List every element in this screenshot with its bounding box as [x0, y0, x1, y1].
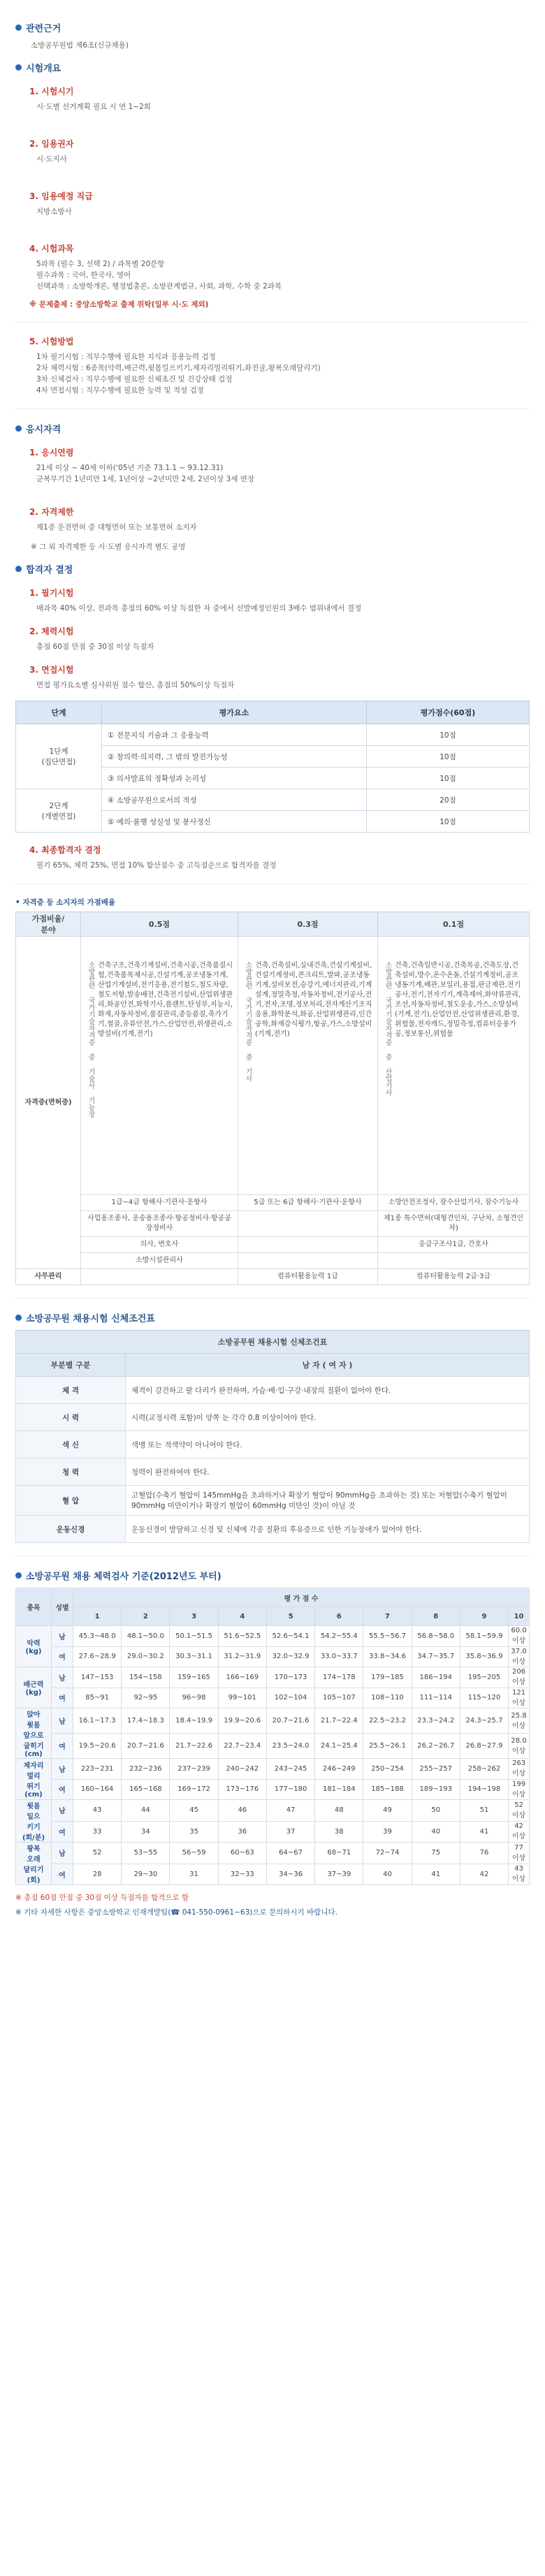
item-line: 2차 체력시험 : 6종목(악력,배근력,윗몸일으키기,제자리멀리뛰기,좌전굴,왕복오래달리기) [36, 364, 321, 372]
score-cell: 154~158 [122, 1667, 170, 1688]
score-cell: 46 [218, 1800, 266, 1822]
section-title-text: 합격자 결정 [26, 565, 73, 576]
item-lines [36, 522, 530, 533]
cert-cell [238, 1237, 377, 1253]
score-cell: 34 [122, 1821, 170, 1843]
score-cell: 179~185 [363, 1667, 412, 1688]
overview-item [15, 242, 530, 309]
cert-cell [238, 937, 377, 1195]
score-cell: 44 [122, 1800, 170, 1822]
score-cell: 23.5~24.0 [266, 1734, 314, 1759]
score-cell: 34.7~35.7 [412, 1646, 460, 1667]
score-cell: 24.3~25.7 [460, 1708, 508, 1734]
stage-cell: 2단계 (개별면접) [16, 789, 102, 833]
section-title-text: 관련근거 [26, 24, 61, 34]
score-cell: 50 [412, 1800, 460, 1822]
score-cell: 40 [412, 1821, 460, 1843]
score-cell: 40 [363, 1864, 412, 1885]
score-cell: 17.4~18.3 [122, 1708, 170, 1734]
item-title: 5. 시험방법 [29, 337, 74, 346]
contact-note: ※ 기타 자세한 사항은 중앙소방학교 인재개발팀(☎ 041-550-0961~63)으로 문의하시기 바랍니다. [15, 1908, 337, 1917]
item-text: 시·도별 선거계획 필요 시 연 1~2회 [36, 103, 151, 111]
score-cell: 255~257 [412, 1759, 460, 1780]
score-cell: 32.0~32.9 [266, 1646, 314, 1667]
score-cell: 24.1~25.4 [315, 1734, 363, 1759]
score-cell: 49 [363, 1800, 412, 1822]
bullet-icon [15, 1572, 22, 1579]
qual-note: ※ 그 외 자격제한 등 시·도별 응시자격 별도 공영 [31, 543, 186, 551]
qual-item [15, 446, 530, 485]
score-cell: 33 [73, 1821, 122, 1843]
item-title: 2. 체력시험 [29, 627, 74, 636]
score-cell: 43 [73, 1800, 122, 1822]
score-cell: 51.6~52.5 [218, 1626, 266, 1647]
item-title: 1. 필기시험 [29, 588, 74, 598]
table-row [16, 1253, 530, 1269]
table-header: 성별 [52, 1588, 73, 1626]
score-cell: 34~36 [266, 1864, 314, 1885]
cert-cell [238, 1253, 377, 1269]
event-name: 배근력 (kg) [16, 1667, 52, 1708]
score-cell: 19.9~20.6 [218, 1708, 266, 1734]
sex-cell: 남 [52, 1843, 73, 1864]
score-cell: 25.5~26.1 [363, 1734, 412, 1759]
bullet-icon [15, 64, 22, 71]
cert-cell [378, 937, 530, 1195]
item-title: 2. 임용권자 [29, 139, 74, 149]
item-title: 4. 시험과목 [29, 244, 74, 254]
cert-list: 건축,건축일반시공,건축목공,건축도장,건축설비,방수,온수온돌,건설기계정비,공조냉동기계,배관,보일러,용접,판금제관,전기공사,전기,전자기기,계측제어,화약류관리,조선,자동차정비,철도운송,가스,소방설비(기계,전기),산업안전,산업위생관리,환경,위험물,전자캐드,정밀측정,컴퓨터응용가공,정보통신,위험물 [395, 961, 521, 1038]
score-cell: 19.5~20.6 [73, 1734, 122, 1759]
bullet-icon [15, 1315, 22, 1321]
score-header: 9 [460, 1607, 508, 1626]
score-cell: 29.0~30.2 [122, 1646, 170, 1667]
qual-item [15, 506, 530, 533]
section-title-fitness [15, 1569, 530, 1582]
row-label: 사무관리 [16, 1269, 81, 1285]
side-label: 소방관련 국가기술자격증 중 기사 [243, 960, 252, 1082]
score-cell: 181~184 [315, 1779, 363, 1800]
sex-cell: 남 [52, 1708, 73, 1734]
table-header: 평가점수(60점) [367, 701, 530, 724]
final-item [15, 844, 530, 871]
score-cell: 72~74 [363, 1843, 412, 1864]
score-cell: 31.2~31.9 [218, 1646, 266, 1667]
side-label: 소방관련 국가기술자격증 중 기술사 기능장 [87, 960, 94, 1118]
sex-cell: 여 [52, 1734, 73, 1759]
cert-cell: 사업용조종사, 운송용조종사·항공정비사·항공공장정비사 [81, 1211, 238, 1237]
score-cell: 99~101 [218, 1688, 266, 1708]
table-row [16, 1800, 530, 1822]
score-cell: 48 [315, 1800, 363, 1822]
score-cell: 38 [315, 1821, 363, 1843]
table-row: 색 신 색맹 또는 적색약이 아니어야 한다. [16, 1431, 530, 1458]
section-title-text: 응시자격 [26, 425, 61, 435]
table-row [16, 789, 530, 811]
cert-cell [81, 1269, 238, 1285]
score-cell: 115~120 [460, 1688, 508, 1708]
table-row [16, 1626, 530, 1647]
item-line: 1차 필기시험 : 직무수행에 필요한 지식과 응용능력 검정 [36, 353, 216, 361]
score-cell: 36 [218, 1821, 266, 1843]
score-cell: 237~239 [170, 1759, 218, 1780]
score-cell: 21.7~22.4 [315, 1708, 363, 1734]
score-cell: 35.8~36.9 [460, 1646, 508, 1667]
warning-text: ※ 문제출제 : 중앙소방학교 출제 위탁(일부 시·도 제외) [29, 300, 209, 309]
table-row [16, 724, 530, 746]
item-text: 지방소방사 [36, 207, 72, 216]
score-header: 3 [170, 1607, 218, 1626]
cert-cell: 5급 또는 6급 항해사·기관사·운항사 [238, 1195, 377, 1211]
bullet-icon [15, 24, 22, 31]
score-cell: 108~110 [363, 1688, 412, 1708]
score-cell: 169~172 [170, 1779, 218, 1800]
score-cell: 170~173 [266, 1667, 314, 1688]
table-row: 체 격 체격이 강건하고 팔 다리가 완전하며, 가슴·배·입·구강·내장의 질환이 없어야 한다. [16, 1377, 530, 1404]
table-row [16, 1759, 530, 1780]
score-cell: 60.0 이상 [509, 1626, 530, 1647]
score-cell: 53~55 [122, 1843, 170, 1864]
item-lines [36, 258, 530, 292]
score-cell: 21.7~22.6 [170, 1734, 218, 1759]
item-text: 필기 65%, 체력 25%, 면접 10% 합산점수 중 고득점순으로 합격자를 결정 [36, 861, 277, 870]
table-row [16, 1708, 530, 1734]
score-cell: 45 [170, 1800, 218, 1822]
item-line: 선택과목 : 소방학개론, 행정법총론, 소방관계법규, 사회, 과학, 수학 중 2과목 [36, 282, 282, 291]
score-header: 5 [266, 1607, 314, 1626]
eval-item: ① 전문지식 기술과 그 응용능력 [102, 724, 367, 746]
score-cell: 159~165 [170, 1667, 218, 1688]
sex-cell: 여 [52, 1688, 73, 1708]
table-row [16, 1646, 530, 1667]
score-cell: 41 [460, 1821, 508, 1843]
score-cell: 51 [460, 1800, 508, 1822]
table-row: 시 력 시력(교정시력 포함)이 양쪽 눈 각각 0.8 이상이어야 한다. [16, 1404, 530, 1431]
score-cell: 76 [460, 1843, 508, 1864]
cert-cell [81, 937, 238, 1195]
item-text: 시·도지사 [36, 155, 67, 163]
score-cell: 147~153 [73, 1667, 122, 1688]
score-cell: 55.5~56.7 [363, 1626, 412, 1647]
eval-score: 10점 [367, 746, 530, 768]
pass-item [15, 587, 530, 614]
section-title-body [15, 1311, 530, 1324]
table-header: 가점비율/ 분야 [16, 912, 81, 937]
score-cell: 52 [73, 1843, 122, 1864]
score-cell: 28.0 이상 [509, 1734, 530, 1759]
score-cell: 26.2~26.7 [412, 1734, 460, 1759]
item-title: 3. 면접시험 [29, 665, 74, 675]
score-header: 4 [218, 1607, 266, 1626]
score-cell: 26.8~27.9 [460, 1734, 508, 1759]
event-name: 윗몸 일으 키기 (회/분) [16, 1800, 52, 1843]
table-row [16, 1779, 530, 1800]
score-cell: 37.0 이상 [509, 1646, 530, 1667]
score-cell: 45.3~48.0 [73, 1626, 122, 1647]
score-cell: 194~198 [460, 1779, 508, 1800]
score-cell: 64~67 [266, 1843, 314, 1864]
table-row [16, 1734, 530, 1759]
score-cell: 85~91 [73, 1688, 122, 1708]
section-title-overview [15, 61, 530, 74]
sex-cell: 여 [52, 1864, 73, 1885]
item-title: 2. 자격제한 [29, 507, 74, 517]
score-cell: 52.6~54.1 [266, 1626, 314, 1647]
overview-item [15, 190, 530, 217]
score-cell: 30.3~31.1 [170, 1646, 218, 1667]
table-row [16, 1211, 530, 1237]
bullet-icon [15, 425, 22, 432]
score-cell: 75 [412, 1843, 460, 1864]
stage-cell: 1단계 (집단면접) [16, 724, 102, 789]
fitness-note: ※ 총점 60점 만점 중 30점 이상 득점자를 합격으로 함 [15, 1894, 189, 1902]
score-cell: 121 이상 [509, 1688, 530, 1708]
table-header: 0.3점 [238, 912, 377, 937]
table-header: 종목 [16, 1588, 52, 1626]
row-label: 자격증(면허증) [16, 937, 81, 1269]
score-cell: 68~71 [315, 1843, 363, 1864]
cert-cell: 제1종 특수면허(대형견인차, 구난차, 소형견인차) [378, 1211, 530, 1237]
section-title-text: 시험개요 [26, 64, 61, 74]
score-cell: 32~33 [218, 1864, 266, 1885]
item-line: 필수과목 : 국어, 한국사, 영어 [36, 271, 131, 279]
cert-cell: 1급~4급 항해사·기관사·운항사 [81, 1195, 238, 1211]
section-title-pass [15, 562, 530, 576]
table-row: 혈 압 고혈압(수축기 혈압이 145mmHg을 초과하거나 확장기 혈압이 90mmHg을 초과하는 것) 또는 저혈압(수축기 혈압이 90mmHg 미만이거나 확장기 혈압이 60mmHg 미만인 것)이 아닐 것 [16, 1486, 530, 1516]
score-cell: 174~178 [315, 1667, 363, 1688]
score-cell: 43 이상 [509, 1864, 530, 1885]
score-cell: 263 이상 [509, 1759, 530, 1780]
score-cell: 23.3~24.2 [412, 1708, 460, 1734]
score-cell: 33.8~34.6 [363, 1646, 412, 1667]
cert-section-title: • 자격증 등 소지자의 가점배율 [15, 898, 116, 907]
item-lines [36, 462, 530, 485]
score-cell: 243~245 [266, 1759, 314, 1780]
item-lines [36, 351, 530, 396]
cert-cell: 소방안전조정사, 잠수산업기사, 잠수기능사 [378, 1195, 530, 1211]
cert-list: 건축구조,건축기계설비,건축시공,건축품질시험,건축품목재시공,건설기계,공조냉동기계,산업기계설비,전기응용,전기철도,철도차량,철도저항,발송배전,건축전기설비,산업위생관리,화공안전,화학기사,플랜트,탄성부,지능시,화재,자동차정비,품질관리,중등품질,축가기기,철골,유류안전,가스,산업안전,위생관리,소방설비(기계,전기) [98, 961, 233, 1038]
cert-cell: 응급구조사1급, 간호사 [378, 1237, 530, 1253]
score-cell: 92~95 [122, 1688, 170, 1708]
sex-cell: 여 [52, 1821, 73, 1843]
table-row [16, 1237, 530, 1253]
eval-score: 20점 [367, 789, 530, 811]
score-cell: 258~262 [460, 1759, 508, 1780]
item-line: 5과목 (필수 3, 선택 2) / 과목별 20문항 [36, 260, 165, 268]
sex-cell: 남 [52, 1626, 73, 1647]
score-cell: 165~168 [122, 1779, 170, 1800]
sex-cell: 남 [52, 1759, 73, 1780]
score-cell: 111~114 [412, 1688, 460, 1708]
item-text: 총점 60점 만점 중 30점 이상 득점자 [36, 643, 154, 651]
score-cell: 50.1~51.5 [170, 1626, 218, 1647]
table-header: 단계 [16, 701, 102, 724]
item-line: 21세 이상 ~ 40세 이하(‘05년 기준 73.1.1 ~ 93.12.31) [36, 464, 224, 472]
table-row: 청 력 청력이 완전하여야 한다. [16, 1458, 530, 1486]
score-cell: 25.8 이상 [509, 1708, 530, 1734]
score-cell: 16.1~17.3 [73, 1708, 122, 1734]
divider [15, 322, 530, 323]
item-line: 4차 면접시험 : 직무수행에 필요한 능력 및 적성 검정 [36, 386, 204, 395]
sex-cell: 여 [52, 1779, 73, 1800]
table-row [16, 937, 530, 1195]
interview-eval-table [15, 701, 530, 833]
eval-score: 10점 [367, 724, 530, 746]
eval-score: 10점 [367, 811, 530, 833]
score-header: 2 [122, 1607, 170, 1626]
score-cell: 240~242 [218, 1759, 266, 1780]
score-cell: 35 [170, 1821, 218, 1843]
score-cell: 42 이상 [509, 1821, 530, 1843]
score-cell: 195~205 [460, 1667, 508, 1688]
score-cell: 177~180 [266, 1779, 314, 1800]
score-cell: 250~254 [363, 1759, 412, 1780]
table-header: 부분별 구분 [16, 1354, 126, 1377]
score-cell: 31 [170, 1864, 218, 1885]
score-cell: 29~30 [122, 1864, 170, 1885]
event-name: 앉아 윗몸 앞으로 굽히기 (cm) [16, 1708, 52, 1759]
score-cell: 232~236 [122, 1759, 170, 1780]
score-cell: 206 이상 [509, 1667, 530, 1688]
item-text: 면접 평가요소별 심사위원 점수 합산, 총점의 50%이상 득점자 [36, 681, 235, 689]
table-header: 평가요소 [102, 701, 367, 724]
table-row [16, 1821, 530, 1843]
score-cell: 246~249 [315, 1759, 363, 1780]
score-cell: 22.5~23.2 [363, 1708, 412, 1734]
score-cell: 173~176 [218, 1779, 266, 1800]
table-row [16, 1269, 530, 1285]
table-row: 운동신경 운동신경이 발달하고 신경 및 신체에 각종 질환의 후유증으로 인한 기능장애가 없어야 한다. [16, 1516, 530, 1543]
overview-item [15, 335, 530, 396]
event-name: 악력 (kg) [16, 1626, 52, 1667]
score-cell: 166~169 [218, 1667, 266, 1688]
score-cell: 102~104 [266, 1688, 314, 1708]
score-cell: 20.7~21.6 [266, 1708, 314, 1734]
event-name: 제자리 멀리 뛰기 (cm) [16, 1759, 52, 1800]
pass-item [15, 625, 530, 652]
score-cell: 96~98 [170, 1688, 218, 1708]
score-cell: 39 [363, 1821, 412, 1843]
score-cell: 42 [460, 1864, 508, 1885]
score-cell: 47 [266, 1800, 314, 1822]
score-header: 1 [73, 1607, 122, 1626]
score-cell: 58.1~59.9 [460, 1626, 508, 1647]
score-cell: 223~231 [73, 1759, 122, 1780]
score-cell: 185~188 [363, 1779, 412, 1800]
item-title: 4. 최종합격자 결정 [29, 845, 101, 855]
table-caption: 소방공무원 채용시험 신체조건표 [16, 1331, 530, 1354]
score-cell: 41 [412, 1864, 460, 1885]
eval-item: ④ 소방공무원으로서의 적성 [102, 789, 367, 811]
event-name: 왕복 오래 달리기 (회) [16, 1843, 52, 1885]
score-cell: 54.2~55.4 [315, 1626, 363, 1647]
item-title: 3. 임용예정 직급 [29, 191, 93, 201]
score-header-row [16, 1607, 530, 1626]
score-cell: 18.4~19.9 [170, 1708, 218, 1734]
overview-item [15, 85, 530, 112]
table-header: 0.5점 [81, 912, 238, 937]
side-label: 소방관련 국가기술자격증 중 산업기사 [384, 960, 392, 1096]
sex-cell: 남 [52, 1667, 73, 1688]
section-title-text: 소방공무원 채용 체력검사 기준(2012년도 부터) [26, 1572, 221, 1582]
score-cell: 27.6~28.9 [73, 1646, 122, 1667]
cert-cell: 컴퓨터활용능력 1급 [238, 1269, 377, 1285]
basis-text: 소방공무원법 제6조(신규채용) [31, 41, 129, 50]
cert-cell [378, 1253, 530, 1269]
sex-cell: 남 [52, 1800, 73, 1822]
overview-item [15, 138, 530, 165]
score-header: 6 [315, 1607, 363, 1626]
item-line: 3차 신체검사 : 직무수행에 필요한 신체조건 및 건강상태 검정 [36, 375, 233, 383]
score-cell: 199 이상 [509, 1779, 530, 1800]
bullet-icon [15, 566, 22, 572]
score-cell: 160~164 [73, 1779, 122, 1800]
item-line: 제1종 운전면허 중 대형면허 또는 보통면허 소지자 [36, 523, 197, 532]
cert-cell: 의사, 변호사 [81, 1237, 238, 1253]
table-row [16, 1864, 530, 1885]
cert-list: 건축,건축설비,실내건축,건설기계설비,건설기계정비,콘크리트,발파,공조냉동기계,설비보전,승강기,에너지관리,기계설계,정밀측정,자동차정비,전기공사,전기,전자,조명,정보처리,전자계산기조직응용,화학분석,화공,산업위생관리,인간공학,화재감식평가,항공,가스,소방설비(기계,전기) [254, 961, 372, 1038]
score-cell: 60~63 [218, 1843, 266, 1864]
section-title-qualification [15, 422, 530, 435]
score-cell: 37 [266, 1821, 314, 1843]
cert-bonus-table [15, 912, 530, 1285]
section-title-basis [15, 21, 530, 34]
score-cell: 37~39 [315, 1864, 363, 1885]
score-header: 7 [363, 1607, 412, 1626]
fitness-test-table [15, 1588, 530, 1885]
section-title-text: 소방공무원 채용시험 신체조건표 [26, 1314, 155, 1324]
score-cell: 56~59 [170, 1843, 218, 1864]
cert-cell [238, 1211, 377, 1237]
score-cell: 48.1~50.0 [122, 1626, 170, 1647]
table-header: 평 가 점 수 [73, 1588, 530, 1607]
table-row [16, 1195, 530, 1211]
eval-item: ⑤ 예의·품행 성실성 및 봉사정신 [102, 811, 367, 833]
score-cell: 77 이상 [509, 1843, 530, 1864]
eval-item: ③ 의사발표의 정확성과 논리성 [102, 768, 367, 789]
table-header: 남 자 ( 여 자 ) [126, 1354, 530, 1377]
pass-item [15, 664, 530, 691]
score-cell: 186~194 [412, 1667, 460, 1688]
body-condition-table [15, 1330, 530, 1543]
score-header: 8 [412, 1607, 460, 1626]
score-cell: 20.7~21.6 [122, 1734, 170, 1759]
item-title: 1. 응시연령 [29, 448, 74, 458]
item-text: 매과목 40% 이상, 전과목 총점의 60% 이상 득점한 자 중에서 선발예정인원의 3배수 범위내에서 결정 [36, 604, 362, 613]
eval-item: ② 창의력·의지력, 그 밖의 발전가능성 [102, 746, 367, 768]
table-row [16, 1667, 530, 1688]
score-cell: 28 [73, 1864, 122, 1885]
cert-cell: 컴퓨터활용능력 2급·3급 [378, 1269, 530, 1285]
score-header: 10 [509, 1607, 530, 1626]
table-row [16, 1843, 530, 1864]
cert-cell: 소방시설관리사 [81, 1253, 238, 1269]
score-cell: 56.8~58.0 [412, 1626, 460, 1647]
sex-cell: 여 [52, 1646, 73, 1667]
score-cell: 105~107 [315, 1688, 363, 1708]
score-cell: 33.0~33.7 [315, 1646, 363, 1667]
score-cell: 52 이상 [509, 1800, 530, 1822]
score-cell: 22.7~23.4 [218, 1734, 266, 1759]
item-line: 군복무기간 1년미만 1세, 1년이상 ~2년미만 2세, 2년이상 3세 연장 [36, 475, 255, 483]
table-header: 0.1점 [378, 912, 530, 937]
table-row [16, 1688, 530, 1708]
score-cell: 189~193 [412, 1779, 460, 1800]
item-title: 1. 시험시기 [29, 87, 74, 96]
eval-score: 10점 [367, 768, 530, 789]
